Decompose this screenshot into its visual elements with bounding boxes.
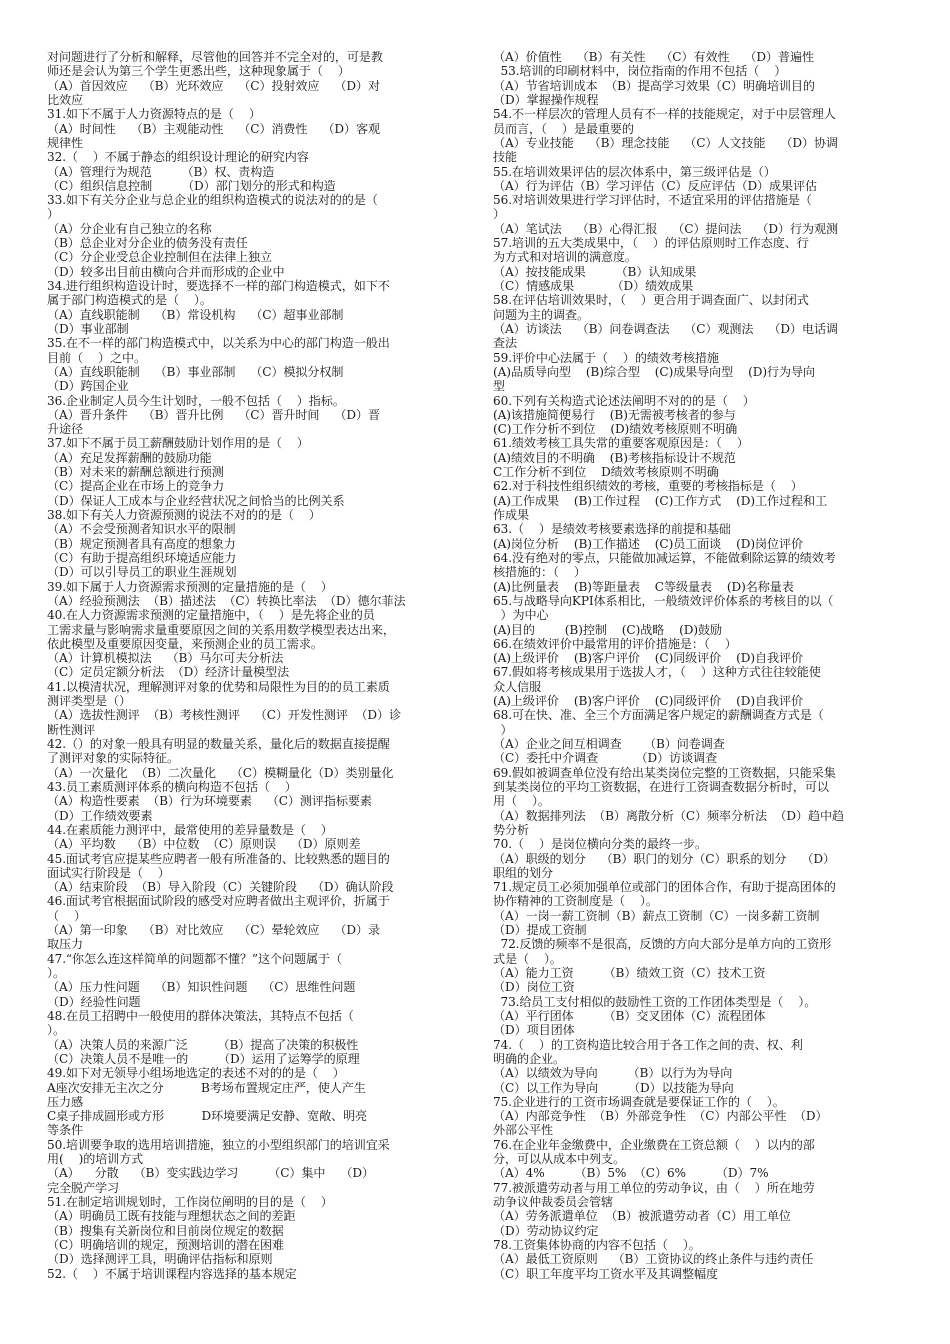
text-line: C桌子排成圆形或方形 D环境要满足安静、宽敞、明亮 [47,1109,368,1124]
text-line: (A)上级评价 (B)客户评价 (C)同级评价 (D)自我评价 [493,651,803,666]
text-line: 40.在人力资源需求预测的定量措施中，（ ）是先将企业的员 [47,608,375,623]
text-line: （A）一岗一薪工资制（B）薪点工资制（C）一岗多薪工资制 [493,908,820,923]
text-line: （B）总企业对分企业的债务没有责任 [47,236,248,251]
text-line: 等条件 [47,1123,83,1138]
text-line: A座次安排无主次之分 B考场布置规定庄严，使人产生 [47,1080,366,1095]
text-line: 工需求量与影响需求量重要原因之间的关系用数学模型表达出来， [47,622,395,637]
text-line: 44.在素质能力测评中，最常使用的差异量数是（ ） [47,822,333,837]
text-line: 协作精神的工资制度是（ ）。 [493,894,658,909]
text-line: （A）结束阶段 （B）导入阶段（C）关键阶段 （D）确认阶段 [47,880,394,895]
text-line: 为方式和对培训的满意度。 [493,250,637,265]
text-line: （A）第一印象 （B）对比效应 （C）晕轮效应 （D）录 [47,923,380,938]
text-line: 规律性 [47,135,83,150]
text-line: 对问题进行了分析和解释，尽管他的回答并不完全对的，可是教 [47,50,383,64]
text-line: （C）有助于提高组织环境适应能力 [47,550,237,565]
text-line: 外部公平性 [493,1123,553,1138]
text-line: 64.没有绝对的零点，只能做加减运算，不能做剩除运算的绩效考 [493,550,836,565]
text-line: 59.评价中心法属于（ ）的绩效考核措施 [493,350,719,365]
text-line: （B）搜集有关新岗位和目前岗位规定的数据 [47,1223,284,1238]
text-line: （A）行为评估（B）学习评估（C）反应评估（D）成果评估 [493,178,818,193]
text-line: 测评类型是（） [47,694,131,709]
text-line: （A）以绩效为导向 （B）以行为为导向 [493,1066,733,1081]
text-line: 目前（ ）之中。 [47,350,146,365]
text-line: 了测评对象的实际特征。 [47,751,179,766]
text-line: （A）按技能成果 （B）认知成果 [493,264,697,279]
text-line: 查法 [493,336,517,351]
text-line: C工作分析不到位 D绩效考核原则不明确 [493,465,719,480]
text-line: 76.在企业年金缴费中，企业缴费在工资总额（ ）以内的部 [493,1137,815,1152]
text-line: （A）时间性 （B）主观能动性 （C）消费性 （D）客观 [47,121,380,136]
right-column [493,50,905,1281]
text-line: （D）经验性问题 [47,994,141,1009]
text-line: （C）委托中介调查 （D）访谈调查 [493,751,718,766]
text-line: ） [47,207,59,222]
text-line: 用（ ）。 [493,794,550,809]
text-line: 问题为主的调查。 [493,307,589,322]
text-line: 74.（ ）的工资构造比较合用于各工作之间的责、权、利 [493,1037,803,1052]
text-line: 53.培训的印刷材料中，岗位指南的作用不包括（ ） [493,64,787,79]
text-line: 69.假如被调查单位没有给出某类岗位完整的工资数据，只能采集 [493,765,836,780]
text-line: 分，可以从成本中列支。 [493,1152,625,1167]
text-line: 61.绩效考核工具失常的重要客观原因是：（ ） [493,436,749,451]
text-line: 依此模型及重要原因变量，来预测企业的员工需求。 [47,636,323,651]
text-line: （D）选择测评工具，明确评估指标和原则 [47,1252,273,1267]
left-column [47,50,472,1281]
text-line: 48.在员工招聘中一般使用的群体决策法，其特点不包括（ [47,1008,354,1023]
text-line: （A）晋升条件 （B）晋升比例 （C）晋升时间 （D）晋 [47,407,380,422]
text-line: （D）跨国企业 [47,379,129,394]
text-line: 66.在绩效评价中最常用的评价措施是：（ ） [493,636,737,651]
text-line: 型 [493,379,505,394]
text-line: 到某类岗位的平均工资数据，在进行工资调查数据分析时，可以 [493,779,829,794]
text-line: （D）保证人工成本与企业经营状况之间恰当的比例关系 [47,493,345,508]
text-line: 员而言，（ ）是最重要的 [493,121,634,136]
text-line: （A）决策人员的来源广泛 （B）提高了决策的积极性 [47,1037,359,1052]
text-line: ）为中心 [493,608,549,623]
text-line: 58.在评估培训效果时，（ ）更合用于调查面广、以封闭式 [493,293,809,308]
text-line: 55.在培训效果评估的层次体系中，第三级评估是（） [493,164,776,179]
text-line: 34.进行组织构造设计时，要选择不一样的部门构造模式，如下不 [47,279,390,293]
text-line: （A）访谈法 （B）问卷调查法 （C）观测法 （D）电话调 [493,321,838,336]
text-line: （C）职工年度平均工资水平及其调整幅度 [493,1266,719,1281]
text-line: 50.培训要争取的选用培训措施，独立的小型组织部门的培训宜采 [47,1137,390,1152]
text-line: 47.“你怎么连这样简单的问题都不懂？”这个问题属于（ [47,951,342,966]
text-line: （D）劳动协议约定 [493,1223,599,1238]
text-line: 取压力 [47,937,83,952]
text-line: 42.（）的对象一般具有明显的数量关系，量化后的数据直接提醒 [47,737,390,751]
text-line: 压力感 [47,1094,83,1109]
text-line: （C）组织信息控制 （D）部门划分的形式和构造 [47,178,336,193]
text-line: 核措施的：（ ） [493,565,586,580]
text-line: 势分析 [493,822,529,837]
text-line: 52.（ ）不属于培训课程内容选择的基本规定 [47,1266,297,1281]
text-line: (A)上级评价 (B)客户评价 (C)同级评价 (D)自我评价 [493,694,803,709]
text-line: （A）压力性问题 （B）知识性问题 （C）思维性问题 [47,980,356,995]
text-line: （A）笔试法 （B）心得汇报 （C）提问法 （D）行为观测 [493,221,838,236]
text-line: （A）能力工资 （B）绩效工资（C）技术工资 [493,966,766,980]
text-line: 众人信服 [493,679,541,694]
text-line: 51.在制定培训规划时，工作岗位阐明的目的是（ ） [47,1195,333,1209]
text-line: 35.在不一样的部门构造模式中，以关系为中心的部门构造一般出 [47,336,390,351]
text-line: 45.面试考官应提某些应聘者一般有所准备的、比较熟悉的题目的 [47,851,390,866]
text-line: （D）事业部制 [47,321,129,336]
text-line: （A）一次量化 （B）二次量化 （C）模糊量化（D）类别量化 [47,765,394,780]
text-line: 57.培训的五大类成果中，（ ）的评估原则时工作态度、行 [493,236,809,251]
text-line: 技能 [493,150,517,165]
text-line: (A)工作成果 (B)工作过程 (C)工作方式 (D)工作过程和工 [493,493,827,508]
text-line: （A）经验预测法 （B）描述法 （C）转换比率法 （D）德尔菲法 [47,593,406,608]
text-line: （D）较多出目前由横向合并而形成的企业中 [47,264,285,279]
text-line: （A）平行团体 （B）交叉团体（C）流程团体 [493,1008,766,1023]
text-line: (A)绩效目的不明确 (B)考核指标设计不规范 [493,450,736,465]
text-line: 71.规定员工必须加强单位或部门的团体合作，有助于提高团体的 [493,880,836,895]
text-line: 作成果 [493,508,529,522]
text-line: (A)比例量表 (B)等距量表 C等级量表 (D)名称量表 [493,579,794,594]
text-line: （A）劳务派遣单位 （B）被派遣劳动者（C）用工单位 [493,1209,791,1224]
text-line: 60.下列有关构造式论述法阐明不对的的是（ ） [493,393,755,408]
text-line: （B）对未来的薪酬总额进行预测 [47,465,224,480]
text-line: （A）直线职能制 （B）常设机构 （C）超事业部制 [47,307,344,322]
text-line: （C）决策人员不是唯一的 （D）运用了运筹学的原理 [47,1051,360,1066]
text-line: 75.企业进行的工资市场调查就是要保证工作的（ ）。 [493,1094,785,1109]
text-line: 断性测评 [47,722,95,737]
text-line: 78.工资集体协商的内容不包括（ ）。 [493,1237,701,1252]
text-line: （A）构造性要素 （B）行为环境要素 （C）测评指标要素 [47,794,372,809]
text-line: （C）分企业受总企业控制但在法律上独立 [47,250,273,265]
text-line: 动争议仲裁委员会管辖 [493,1195,613,1209]
text-line: （B）规定预测者具有高度的想象力 [47,536,236,551]
text-line: 43.员工素质测评体系的横向构造不包括（ ） [47,779,297,794]
text-line: （C）定员定额分析法 （D）经济计量模型法 [47,665,290,680]
text-line: （C）情感成果 （D）绩效成果 [493,279,694,293]
text-line: (A)该措施简便易行 (B)无需被考核者的参与 [493,407,736,422]
text-line: 39.如下属于人力资源需求预测的定量措施的是（ ） [47,579,333,594]
text-line: (A)目的 (B)控制 (C)战略 (D)鼓励 [493,622,722,637]
text-line: 比效应 [47,92,83,107]
text-line: 49.如下对无领导小组场地选定的表述不对的的是（ ） [47,1066,345,1081]
text-line: （A）最低工资原则 （B）工资协议的终止条件与违约责任 [493,1252,814,1267]
text-line: ） [493,207,505,222]
text-line: ）。 [47,966,65,980]
text-line: 67.假如将考核成果用于选拔人才，（ ）这种方式往往较能使 [493,665,821,680]
text-line: （A）平均数 （B）中位数 （C）原则误 （D）原则差 [47,837,361,852]
text-line: 37.如下不属于员工薪酬鼓励计划作用的是（ ） [47,436,309,451]
text-line: 职组的划分 [493,865,553,880]
text-line: （C）明确培训的规定，预测培训的潜在困难 [47,1237,285,1252]
text-line: 46.面试考官根据面试阶段的感受对应聘者做出主观评价，折属于 [47,894,390,909]
text-line: 73.给员工支付相似的鼓励性工资的工作团体类型是（ ）。 [493,994,817,1009]
text-line: 33.如下有关分企业与总企业的组织构造模式的说法对的的是（ [47,193,378,208]
text-line: （A）不会受预测者知识水平的限制 [47,522,236,537]
text-line: （A）企业之间互相调查 （B）问卷调查 [493,737,725,751]
text-line: 38.如下有关人力资源预测的说法不对的的是（ ） [47,508,321,522]
text-line: （A）数据排列法 （B）离散分析（C）频率分析法 （D）趋中趋 [493,808,844,823]
text-line: （A）职级的划分 （B）职门的划分（C）职系的划分 （D） [493,851,835,866]
text-line: （D）工作绩效要素 [47,808,153,823]
text-line: （A）充足发挥薪酬的鼓励功能 [47,450,212,465]
text-line: （A）首因效应 （B）光环效应 （C）投射效应 （D）对 [47,78,380,93]
text-line: 完全脱产学习 [47,1180,119,1195]
text-line: 41.以模清状况，理解测评对象的优势和局限性为目的的员工素质 [47,679,390,694]
text-line: 56.对培训效果进行学习评估时，不适宜采用的评估措施是（ [493,193,812,208]
text-line: （D）掌握操作规程 [493,92,599,107]
text-line: （A）专业技能 （B）理念技能 （C）人文技能 （D）协调 [493,135,838,150]
text-line: 师还是会认为第三个学生更悉出些，这种现象属于（ ） [47,64,350,79]
text-line: （A）直线职能制 （B）事业部制 （C）模拟分权制 [47,364,344,379]
text-line: (A)品质导向型 (B)综合型 (C)成果导向型 (D)行为导向 [493,364,815,379]
text-line: （A）计算机模拟法 （B）马尔可夫分析法 [47,651,284,666]
text-line: （A）分企业有自己独立的名称 [47,221,212,236]
text-line: （A）明确员工既有技能与理想状态之间的差距 [47,1209,296,1224]
text-line: （A）选拔性测评 （B）考核性测评 （C）开发性测评 （D）诊 [47,708,401,723]
text-line: （D）岗位工资 [493,980,575,995]
text-line: 升途径 [47,422,83,437]
text-line: (C)工作分析不到位 (D)绩效考核原则不明确 [493,422,738,437]
text-line: 72.反馈的频率不是很高，反馈的方向大部分是单方向的工资形 [493,937,832,952]
text-line: 式是（ ）。 [493,951,562,966]
text-line: 31.如下不属于人力资源特点的是（ ） [47,107,261,122]
text-line: （C）提高企业在市场上的竞争力 [47,479,225,494]
text-line: 63.（ ）是绩效考核要素选择的前提和基础 [493,522,731,537]
text-line: 36.企业制定人员今生计划时，一般不包括（ ）指标。 [47,393,345,408]
text-line: 68.可在快、准、全三个方面满足客户规定的薪酬调查方式是（ [493,708,824,723]
text-line: 属于部门构造模式的是（ ）。 [47,293,212,308]
text-line: ）。 [47,1023,65,1038]
text-line: 用( )的培训方式 [47,1152,144,1167]
text-line: （D）可以引导员工的职业生涯规划 [47,565,237,580]
text-line: （ ） [47,908,86,923]
text-line: （A）节省培训成本 （B）提高学习效果（C）明确培训目的 [493,78,815,93]
text-line: 32.（ ）不属于静态的组织设计理论的研究内容 [47,150,309,165]
text-line: (A)岗位分析 (B)工作描述 (C)员工面谈 (D)岗位评价 [493,536,803,551]
text-line: 65.与战略导向KPI体系相比，一般绩效评价体系的考核目的以（ [493,593,834,608]
text-line: ） [493,722,513,737]
text-line: 62.对于科技性组织绩效的考核，重要的考核指标是（ ） [493,479,803,494]
text-line: 77.被派遣劳动者与用工单位的劳动争议，由（ ）所在地劳 [493,1180,815,1195]
text-line: （A）管理行为规范 （B）权、责构造 [47,164,275,179]
text-line: 面试实行阶段是（ ） [47,865,170,880]
text-line: （A）内部竞争性 （B）外部竞争性 （C）内部公平性 （D） [493,1109,828,1124]
text-line: 明确的企业。 [493,1051,565,1066]
text-line: （C）以工作为导向 （D）以技能为导向 [493,1080,734,1095]
text-line: （A）价值性 （B）有关性 （C）有效性 （D）普遍性 [493,50,814,64]
text-line: （A）4% （B）5% （C）6% （D）7% [493,1166,769,1181]
text-line: （D）项目团体 [493,1023,575,1038]
text-line: （D）提成工资制 [493,923,587,938]
text-line: （A） 分散 （B）变实践边学习 （C）集中 （D） [47,1166,374,1181]
text-line: 54.不一样层次的管理人员有不一样的技能规定，对于中层管理人 [493,107,836,122]
text-line: 70.（ ）是岗位横向分类的最终一步。 [493,837,707,852]
